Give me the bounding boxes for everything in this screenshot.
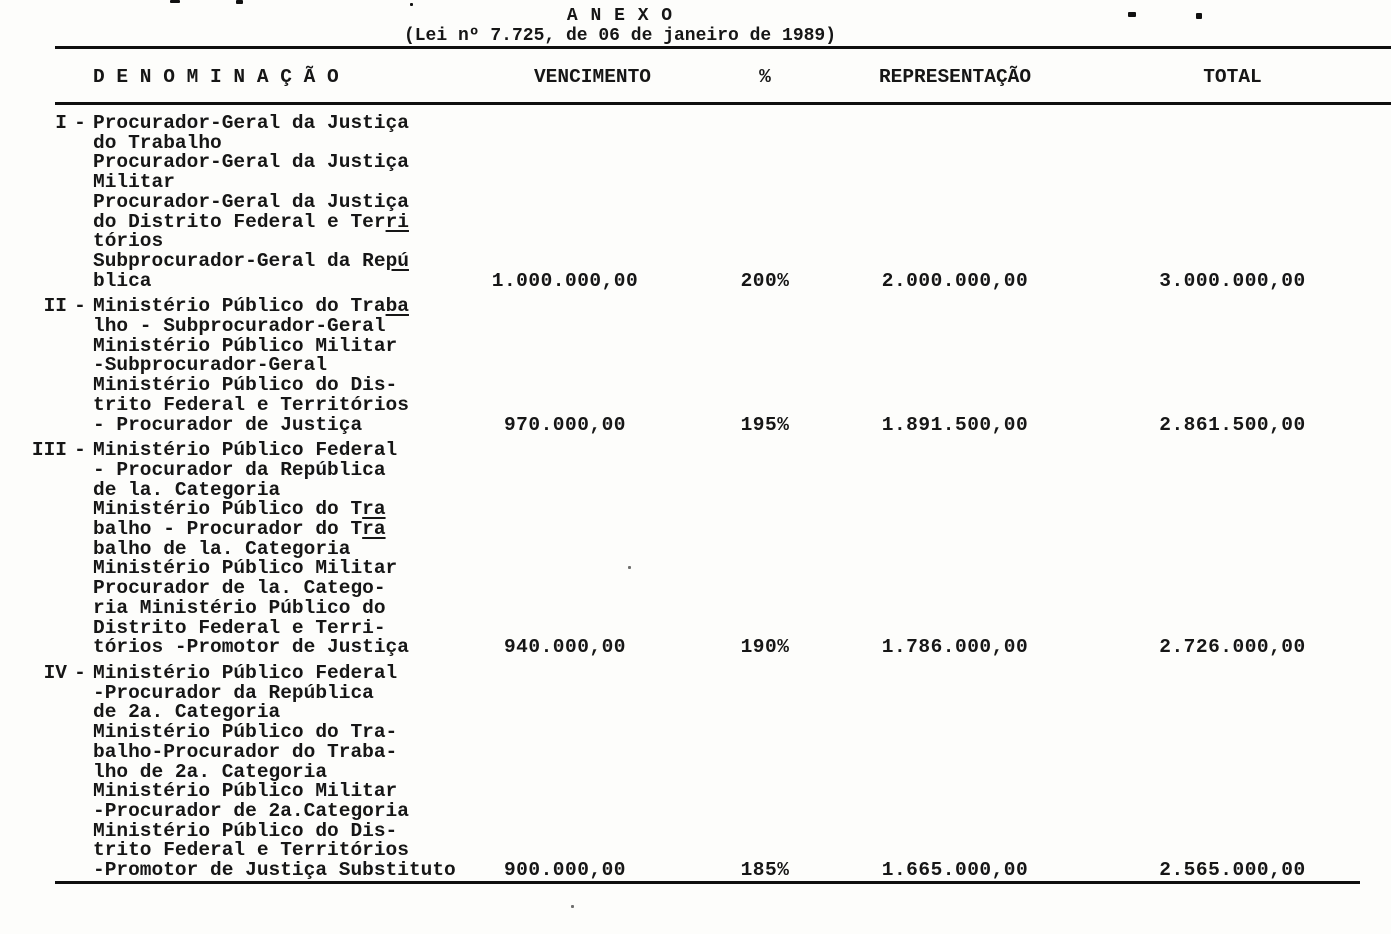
percent-value: 185% (740, 859, 790, 882)
total-value: 2.565.000,00 (1159, 859, 1306, 882)
denominacao-line: Procurador de la. Catego- (93, 577, 386, 600)
denominacao-line: Distrito Federal e Terri- (93, 616, 386, 639)
document-header (0, 6, 1240, 46)
total-value: 2.861.500,00 (1159, 413, 1306, 436)
denominacao-line: Ministério Público do Tra- (93, 721, 398, 744)
vencimento-value: 1.000.000,00 (491, 269, 639, 292)
vencimento-value: 970.000,00 (503, 413, 627, 436)
ink-speck (628, 566, 631, 569)
ink-speck (236, 0, 243, 4)
table-row (0, 661, 1391, 882)
total-value-cell (1080, 114, 1385, 291)
denominacao-line: Procurador-Geral da Justiça (93, 151, 409, 174)
denominacao-line: blica (93, 269, 152, 292)
percent-value: 200% (740, 269, 790, 292)
representacao-value-cell (830, 297, 1080, 435)
representacao-value: 1.891.500,00 (881, 413, 1029, 436)
percent-value: 190% (740, 636, 790, 659)
ink-speck (1128, 12, 1136, 17)
denominacao-line: ria Ministério Público do (93, 596, 386, 619)
row-numeral: III (31, 439, 67, 462)
denominacao-line: do Distrito Federal e Terri (93, 210, 409, 233)
vencimento-value-cell (430, 664, 700, 881)
hyphenation-underline: pú (385, 249, 409, 272)
vencimento-value-cell (430, 114, 700, 291)
denominacao-line: balho - Procurador do Tra (93, 518, 386, 541)
denominacao-line: Ministério Público do Tra (93, 498, 386, 521)
denominacao-line: Ministério Público do Dis- (93, 374, 398, 397)
row-dash: - (74, 439, 86, 462)
document-title: A N E X O (566, 6, 674, 26)
hyphenation-underline: ra (362, 498, 386, 521)
denominacao-line: Militar (93, 171, 175, 194)
row-dash: - (74, 112, 86, 134)
denominacao-line: -Procurador de 2a.Categoria (93, 799, 409, 822)
table-row (0, 114, 1391, 291)
denominacao-line: -Procurador da República (93, 681, 374, 704)
denominacao-line: Procurador-Geral da Justiça (93, 112, 409, 134)
total-value: 3.000.000,00 (1159, 269, 1306, 292)
denominacao-line: trito Federal e Territórios (93, 839, 409, 862)
denominacao-line: do Trabalho (93, 131, 222, 154)
ink-speck (1196, 13, 1202, 19)
representacao-value-cell (830, 114, 1080, 291)
representacao-value-cell (830, 441, 1080, 658)
vencimento-value-cell (430, 441, 700, 658)
total-value-cell (1080, 664, 1385, 881)
denominacao-line: - Procurador de Justiça (93, 413, 363, 436)
vencimento-value: 900.000,00 (503, 859, 627, 882)
row-numeral: IV (43, 661, 67, 684)
denominacao-line: Subprocurador-Geral da Repú (93, 249, 409, 272)
ink-speck (571, 905, 574, 908)
table-row (0, 441, 1391, 658)
denominacao-line: Ministério Público do Traba (93, 295, 409, 318)
table-row (0, 297, 1391, 435)
document-subtitle: (Lei nº 7.725, de 06 de janeiro de 1989) (403, 26, 837, 46)
ink-speck (170, 0, 180, 3)
denominacao-line: -Promotor de Justiça Substituto (93, 859, 456, 882)
percent-value-cell (700, 664, 830, 881)
column-header-denominacao: D E N O M I N A Ç Ã O (93, 66, 339, 88)
denominacao-line: Ministério Público Militar (93, 334, 398, 357)
denominacao-line: balho de la. Categoria (93, 537, 351, 560)
percent-value-cell (700, 297, 830, 435)
ink-speck (410, 3, 413, 6)
hyphenation-underline: ba (385, 295, 409, 318)
representacao-value-cell (830, 664, 1080, 881)
row-numeral: I (55, 112, 67, 134)
representacao-value: 1.786.000,00 (881, 636, 1029, 659)
denominacao-line: - Procurador da República (93, 458, 386, 481)
denominacao-cell (93, 661, 456, 882)
vencimento-value: 940.000,00 (503, 636, 627, 659)
percent-value-cell (700, 114, 830, 291)
column-header-representacao: REPRESENTAÇÃO (878, 66, 1032, 88)
row-numeral: II (43, 295, 67, 318)
denominacao-line: Ministério Público Militar (93, 557, 398, 580)
vencimento-value-cell (430, 297, 700, 435)
representacao-value: 1.665.000,00 (881, 859, 1029, 882)
table-rows (0, 105, 1391, 881)
denominacao-line: trito Federal e Territórios (93, 393, 409, 416)
horizontal-rule-bottom (55, 881, 1360, 884)
denominacao-line: balho-Procurador do Traba- (93, 740, 398, 763)
row-dash: - (74, 661, 86, 684)
total-value: 2.726.000,00 (1159, 636, 1306, 659)
column-header-percent: % (759, 66, 771, 88)
denominacao-line: de la. Categoria (93, 478, 281, 501)
denominacao-cell (93, 114, 430, 291)
table-header-row (0, 49, 1391, 102)
column-header-total: TOTAL (1203, 66, 1262, 88)
denominacao-cell (93, 297, 430, 435)
hyphenation-underline: ri (385, 210, 409, 233)
denominacao-line: de 2a. Categoria (93, 701, 281, 724)
total-value-cell (1080, 297, 1385, 435)
denominacao-cell (93, 441, 430, 658)
total-value-cell (1080, 441, 1385, 658)
denominacao-line: Ministério Público Federal (93, 439, 398, 462)
hyphenation-underline: ra (362, 518, 386, 541)
denominacao-line: -Subprocurador-Geral (93, 354, 328, 377)
representacao-value: 2.000.000,00 (881, 269, 1029, 292)
percent-value: 195% (740, 413, 790, 436)
denominacao-line: Ministério Público Federal (93, 661, 398, 684)
denominacao-line: Ministério Público do Dis- (93, 819, 398, 842)
row-dash: - (74, 295, 86, 318)
denominacao-line: lho de 2a. Categoria (93, 760, 328, 783)
percent-value-cell (700, 441, 830, 658)
denominacao-line: Ministério Público Militar (93, 780, 398, 803)
denominacao-line: tórios -Promotor de Justiça (93, 636, 409, 659)
denominacao-line: lho - Subprocurador-Geral (93, 315, 386, 338)
column-header-vencimento: VENCIMENTO (533, 66, 652, 88)
denominacao-line: Procurador-Geral da Justiça (93, 190, 409, 213)
denominacao-line: tórios (93, 230, 164, 253)
